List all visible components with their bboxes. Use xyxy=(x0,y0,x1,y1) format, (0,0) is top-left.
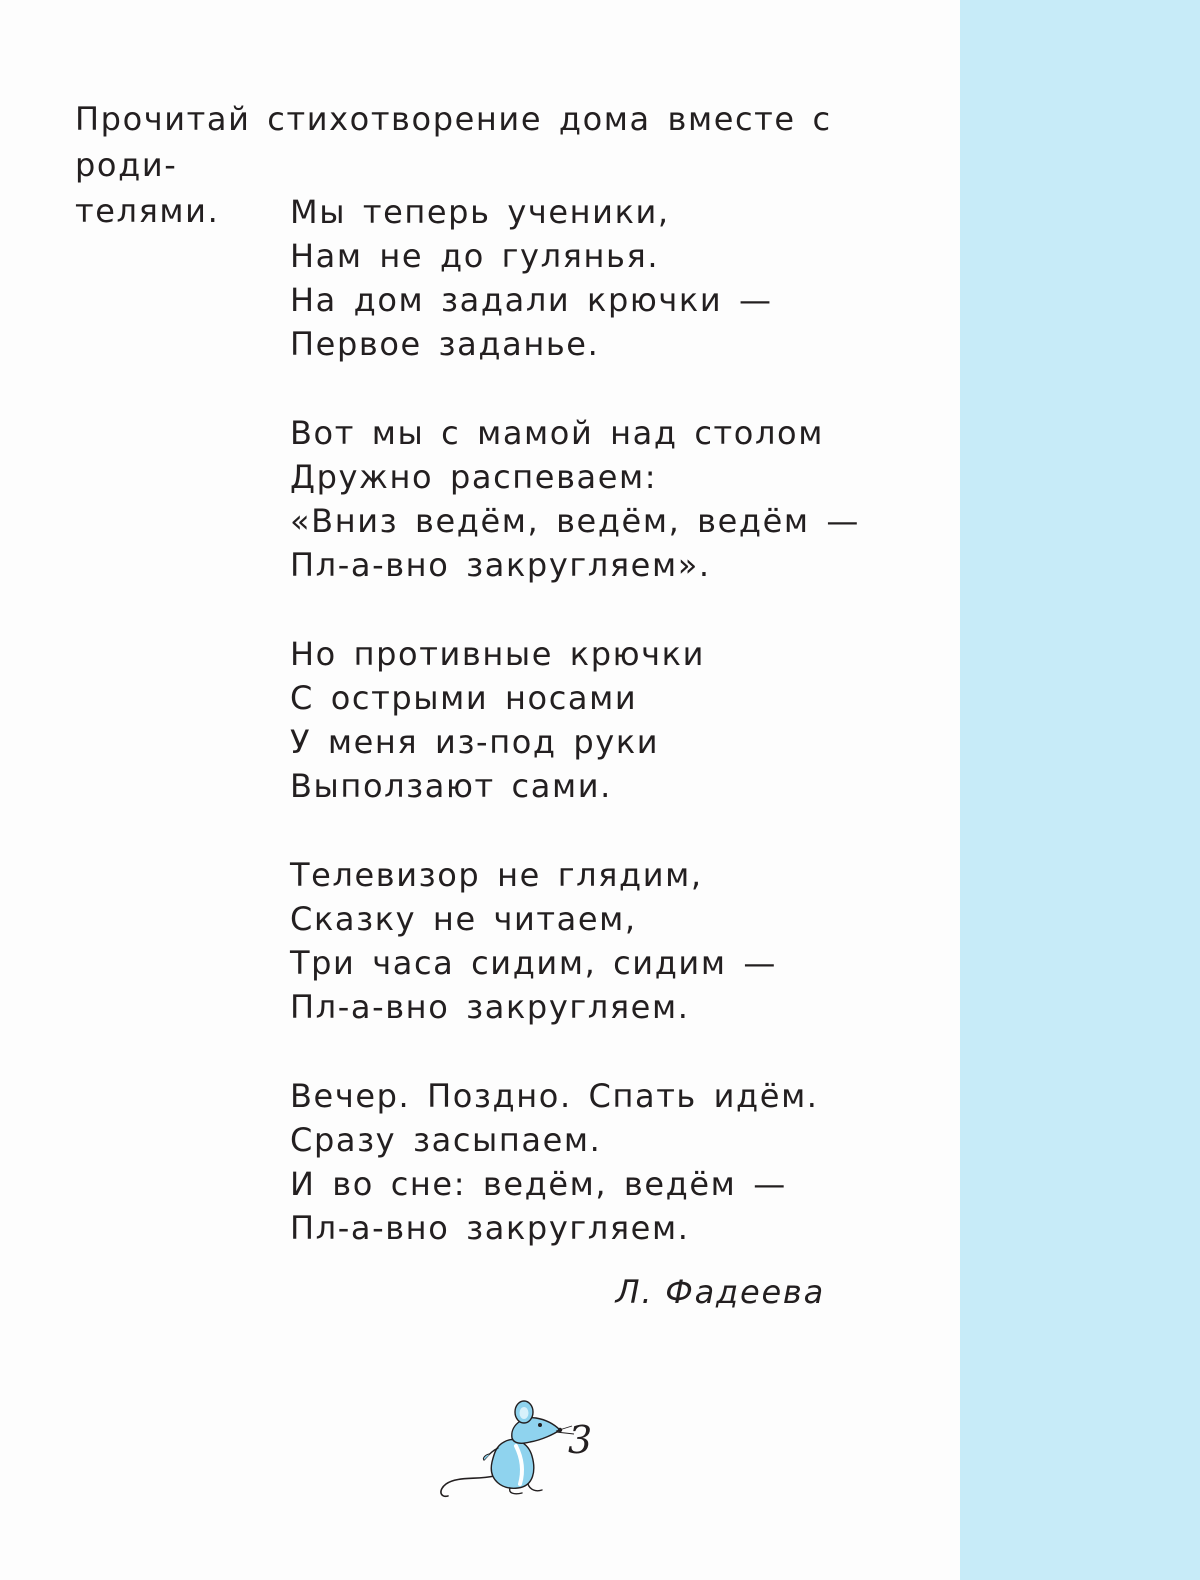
instruction-line-2: телями. xyxy=(75,192,220,230)
poem-line: Вечер. Поздно. Спать идём. xyxy=(290,1077,819,1115)
poem-line: Выползают сами. xyxy=(290,767,612,805)
poem-author: Л. Фадеева xyxy=(615,1273,825,1311)
stanza-3 xyxy=(290,632,930,808)
stanza-1 xyxy=(290,190,930,366)
poem-line: Сразу засыпаем. xyxy=(290,1121,602,1159)
poem-line: «Вниз ведём, ведём, ведём — xyxy=(290,502,860,540)
stanza-4 xyxy=(290,853,930,1029)
poem-line: Пл-а-вно закругляем. xyxy=(290,1209,690,1247)
poem-line: Три часа сидим, сидим — xyxy=(290,944,777,982)
poem-line: Телевизор не глядим, xyxy=(290,856,703,894)
poem-line: Дружно распеваем: xyxy=(290,458,658,496)
stanza-2 xyxy=(290,411,930,587)
poem-line: Но противные крючки xyxy=(290,635,705,673)
page-number: 3 xyxy=(568,1418,593,1462)
poem-line: Мы теперь ученики, xyxy=(290,193,670,231)
poem-line: Нам не до гулянья. xyxy=(290,237,660,275)
poem-line: Сказку не читаем, xyxy=(290,900,637,938)
poem xyxy=(290,190,930,1295)
stanza-5 xyxy=(290,1074,930,1250)
poem-line: И во сне: ведём, ведём — xyxy=(290,1165,787,1203)
poem-line: Пл-а-вно закругляем. xyxy=(290,988,690,1026)
mouse-icon xyxy=(432,1398,582,1506)
side-margin-band xyxy=(960,0,1200,1580)
poem-line: У меня из-под руки xyxy=(290,723,660,761)
poem-line: Первое заданье. xyxy=(290,325,600,363)
poem-line: На дом задали крючки — xyxy=(290,281,773,319)
poem-line: Пл-а-вно закругляем». xyxy=(290,546,711,584)
poem-line: С острыми носами xyxy=(290,679,638,717)
poem-line: Вот мы с мамой над столом xyxy=(290,414,824,452)
instruction-line-1: Прочитай стихотворение дома вместе с роди- xyxy=(75,100,832,184)
